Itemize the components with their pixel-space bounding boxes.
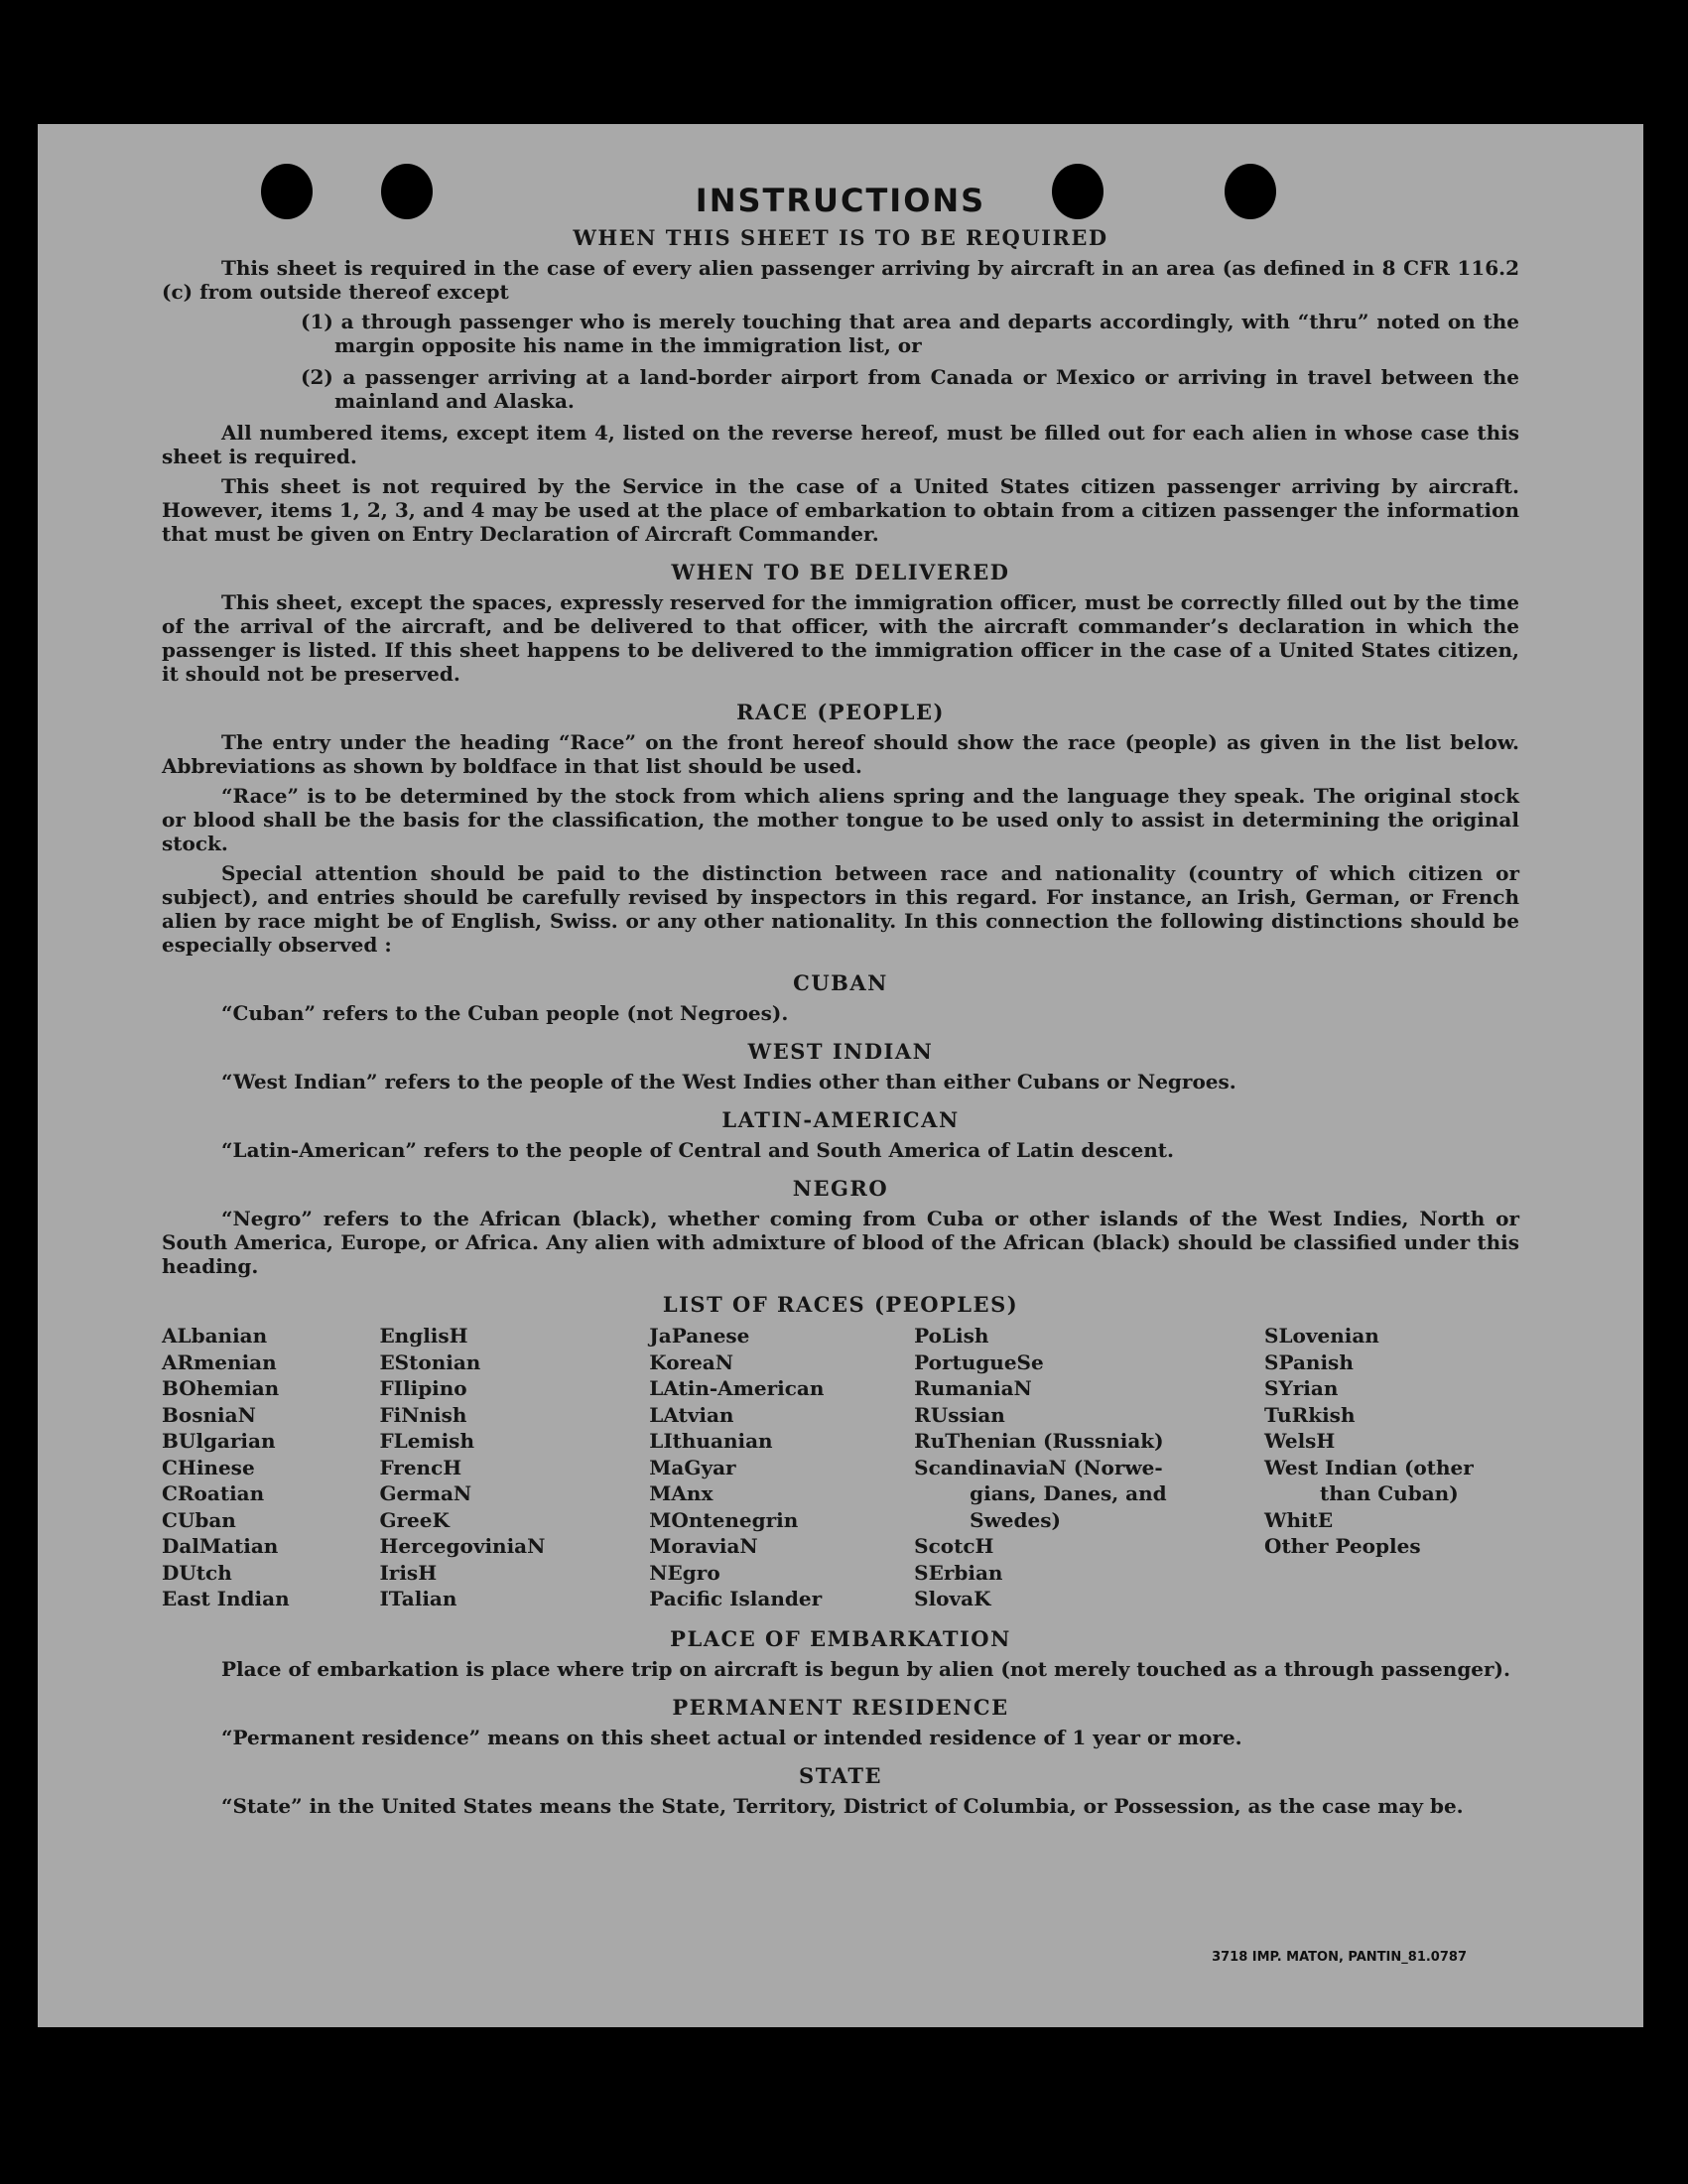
race-item: FIlipino: [379, 1376, 467, 1400]
paragraph: “Cuban” refers to the Cuban people (not Negroes).: [221, 1001, 789, 1025]
printer-code: 3718 IMP. MATON, PANTIN_81.0787: [1212, 1950, 1467, 1965]
paragraph: The entry under the heading “Race” on the front hereof should show the race (people) as given in the list below. Abbreviations as shown by boldface in that list should be used.: [162, 730, 1519, 778]
race-item: RUssian: [914, 1402, 1005, 1427]
paragraph: All numbered items, except item 4, listed on the reverse hereof, must be filled out for each alien in whose case this sheet is required.: [162, 421, 1519, 468]
paragraph: This sheet is not required by the Service in the case of a United States citizen passenger arriving by aircraft. However, items 1, 2, 3, and 4 may be used at the place of embarkation to obtain from a citizen passenger the information that must be given on Entry Declaration of Aircraft Commander.: [162, 474, 1519, 546]
race-item: BosniaN: [162, 1402, 256, 1427]
race-item: LIthuanian: [649, 1429, 773, 1453]
race-item: DUtch: [162, 1560, 232, 1585]
race-item: SPanish: [1264, 1349, 1354, 1374]
race-item: ScandinaviaN (Norwe-: [914, 1455, 1163, 1479]
paragraph: Special attention should be paid to the distinction between race and nationality (country of which citizen or subject), and entries should be carefully revised by inspectors in this regard. For instance, an Irish, German, or French alien by race might be of English, Swiss. or any other nationality. In this connection the following distinctions should be especially observed :: [162, 861, 1519, 957]
race-item: SErbian: [914, 1560, 1003, 1585]
race-item: GermaN: [379, 1481, 472, 1505]
heading-when-delivered: WHEN TO BE DELIVERED: [671, 560, 1010, 584]
punch-hole-3: [1052, 164, 1104, 219]
punch-hole-1: [261, 164, 313, 219]
race-item: SLovenian: [1264, 1324, 1379, 1348]
race-item: CHinese: [162, 1455, 255, 1479]
heading-cuban: CUBAN: [793, 970, 888, 995]
race-item: ALbanian: [162, 1324, 268, 1348]
race-item: MoraviaN: [649, 1534, 758, 1558]
races-list: [162, 1323, 1519, 1612]
race-item: SlovaK: [914, 1587, 991, 1610]
paragraph: “State” in the United States means the State, Territory, District of Columbia, or Possession, as the case may be.: [221, 1793, 1464, 1818]
list-item: (1) a through passenger who is merely touching that area and departs accordingly, with “thru” noted on the margin opposite his name in the immigration list, or: [301, 310, 1519, 357]
race-item: RumaniaN: [914, 1376, 1032, 1400]
race-item: LAtvian: [649, 1402, 734, 1427]
race-item: FLemish: [379, 1429, 474, 1453]
paragraph: “Latin-American” refers to the people of Central and South America of Latin descent.: [221, 1138, 1174, 1162]
race-item: East Indian: [162, 1587, 290, 1610]
heading-latin-american: LATIN-AMERICAN: [721, 1107, 960, 1132]
heading-race: RACE (PEOPLE): [736, 700, 945, 724]
races-column-2: [379, 1323, 649, 1612]
paragraph: “Negro” refers to the African (black), whether coming from Cuba or other islands of the West Indies, North or South America, Europe, or Africa. Any alien with admixture of blood of the African (black) should be classified under this heading.: [162, 1207, 1519, 1278]
race-item: Other Peoples: [1264, 1534, 1421, 1558]
race-item: FrencH: [379, 1455, 462, 1479]
race-item: FiNnish: [379, 1402, 467, 1427]
heading-negro: NEGRO: [792, 1176, 889, 1201]
instruction-sheet: [38, 124, 1643, 2027]
races-column-4: [914, 1323, 1264, 1612]
race-item: SYrian: [1264, 1376, 1339, 1400]
race-item: Pacific Islander: [649, 1587, 823, 1610]
race-item: ARmenian: [162, 1349, 277, 1374]
race-item: CRoatian: [162, 1481, 265, 1505]
race-item: BOhemian: [162, 1376, 280, 1400]
heading-list-of-races: LIST OF RACES (PEOPLES): [662, 1292, 1019, 1317]
race-item: IrisH: [379, 1560, 438, 1585]
race-item-continued: Swedes): [970, 1507, 1061, 1532]
race-item: HercegoviniaN: [379, 1534, 546, 1558]
race-item: MOntenegrin: [649, 1507, 799, 1532]
paragraph: “West Indian” refers to the people of the West Indies other than either Cubans or Negroes.: [221, 1070, 1236, 1093]
race-item-continued: gians, Danes, and: [970, 1481, 1167, 1505]
races-column-5: [1264, 1323, 1519, 1612]
race-item: PoLish: [914, 1324, 989, 1348]
paragraph: This sheet, except the spaces, expressly reserved for the immigration officer, must be correctly filled out by the time of the arrival of the aircraft, and be delivered to that officer, with the aircraft commander’s declaration in which the passenger is listed. If this sheet happens to be delivered to the immigration officer in the case of a United States citizen, it should not be preserved.: [162, 590, 1519, 686]
heading-west-indian: WEST INDIAN: [747, 1039, 934, 1064]
race-item: MAnx: [649, 1481, 714, 1505]
paragraph: “Permanent residence” means on this sheet actual or intended residence of 1 year or more.: [221, 1725, 1242, 1749]
heading-place-of-embarkation: PLACE OF EMBARKATION: [670, 1625, 1011, 1651]
race-item: ScotcH: [914, 1534, 994, 1558]
race-item-continued: than Cuban): [1320, 1481, 1459, 1505]
paragraph: This sheet is required in the case of every alien passenger arriving by aircraft in an area (as defined in 8 CFR 116.2 (c) from outside thereof except: [162, 256, 1519, 304]
race-item: MaGyar: [649, 1455, 736, 1479]
race-item: GreeK: [379, 1507, 450, 1532]
races-column-1: [162, 1323, 379, 1612]
race-item: WhitE: [1264, 1507, 1334, 1532]
race-item: PortugueSe: [914, 1349, 1044, 1374]
race-item: BUlgarian: [162, 1429, 276, 1453]
race-item: TuRkish: [1264, 1402, 1356, 1427]
list-item: (2) a passenger arriving at a land-border airport from Canada or Mexico or arriving in travel between the mainland and Alaska.: [301, 365, 1519, 413]
race-item: EnglisH: [379, 1324, 468, 1348]
race-item: CUban: [162, 1507, 236, 1532]
page-title: INSTRUCTIONS: [695, 182, 986, 219]
paragraph: “Race” is to be determined by the stock from which aliens spring and the language they speak. The original stock or blood shall be the basis for the classification, the mother tongue to be used only to assist in determining the original stock.: [162, 784, 1519, 855]
race-item: RuThenian (Russniak): [914, 1429, 1164, 1453]
heading-when-required: WHEN THIS SHEET IS TO BE REQUIRED: [573, 225, 1108, 250]
heading-state: STATE: [799, 1762, 882, 1788]
punch-hole-4: [1225, 164, 1276, 219]
races-column-3: [649, 1323, 914, 1612]
paragraph: Place of embarkation is place where trip on aircraft is begun by alien (not merely touched as a through passenger).: [221, 1656, 1510, 1681]
punch-hole-2: [381, 164, 433, 219]
heading-permanent-residence: PERMANENT RESIDENCE: [672, 1694, 1009, 1720]
race-item: LAtin-American: [649, 1376, 825, 1400]
race-item: ITalian: [379, 1587, 457, 1610]
race-item: West Indian (other: [1264, 1455, 1474, 1479]
race-item: KoreaN: [649, 1349, 734, 1374]
race-item: EStonian: [379, 1349, 481, 1374]
race-item: NEgro: [649, 1560, 720, 1585]
race-item: DalMatian: [162, 1534, 279, 1558]
race-item: JaPanese: [649, 1324, 750, 1348]
race-item: WelsH: [1264, 1429, 1336, 1453]
